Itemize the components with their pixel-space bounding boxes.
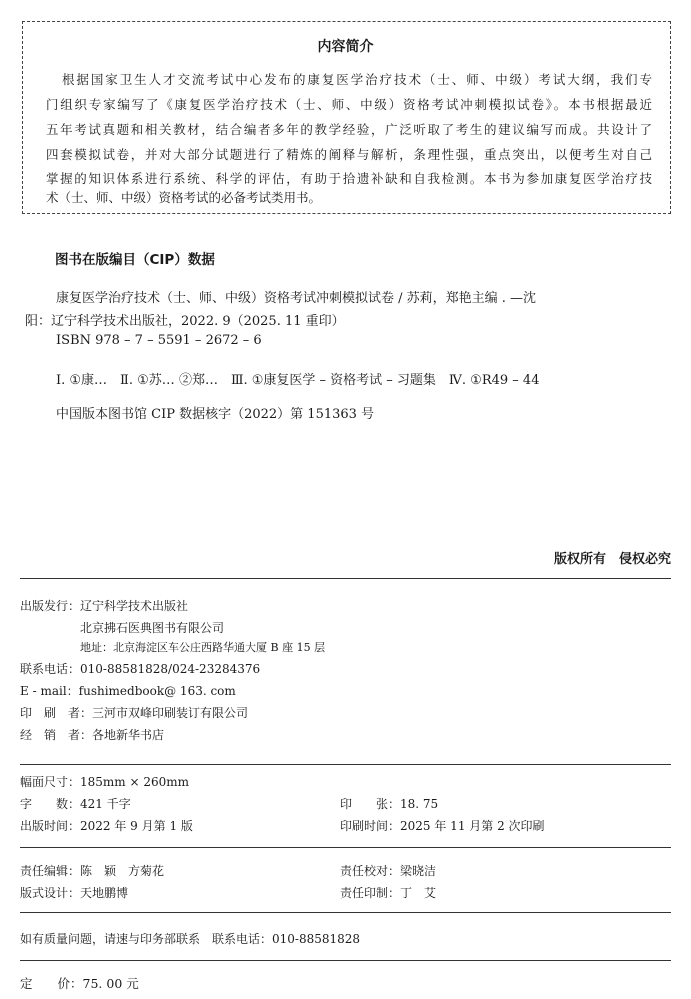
summary-line: 四套模拟试卷，并对大部分试题进行了精炼的阐释与解析，条理性强，重点突出，以便考生对自己 xyxy=(46,147,652,162)
summary-line: 术（士、师、中级）资格考试的必备考试类用书。 xyxy=(46,191,322,205)
cip-isbn: ISBN 978 – 7 – 5591 – 2672 – 6 xyxy=(56,333,262,348)
pub-date-value: 2022 年 9 月第 1 版 xyxy=(80,819,193,833)
editor-value: 陈 颖 方菊花 xyxy=(80,864,165,878)
sheets-value: 18. 75 xyxy=(400,797,439,811)
quality-note: 如有质量问题，请速与印务部联系 联系电话：010-88581828 xyxy=(20,932,361,946)
printer-row xyxy=(20,704,248,721)
co-publisher: 北京拂石医典图书有限公司 xyxy=(80,621,225,635)
summary-line: 门组织专家编写了《康复医学治疗技术（士、师、中级）资格考试冲刺模拟试卷》。本书根据最近 xyxy=(46,97,652,112)
print-resp-row xyxy=(340,884,436,901)
divider xyxy=(20,912,671,913)
rights-notice: 版权所有 侵权必究 xyxy=(553,552,671,567)
design-value: 天地鹏博 xyxy=(80,886,129,900)
printer-label: 印 刷 者： xyxy=(20,706,93,720)
cip-title-line: 康复医学治疗技术（士、师、中级）资格考试冲刺模拟试卷 / 苏莉，郑艳主编 . —沈 xyxy=(56,291,537,306)
summary-title: 内容简介 xyxy=(317,39,374,55)
publisher-row xyxy=(20,597,188,614)
email-label: E - mail： xyxy=(20,684,79,698)
editor-row xyxy=(20,862,164,879)
divider xyxy=(20,847,671,848)
cip-heading: 图书在版编目（CIP）数据 xyxy=(55,252,215,268)
words-value: 421 千字 xyxy=(80,797,131,811)
summary-line: 五年考试真题和相关教材，结合编者多年的教学经验，广泛听取了考生的建议编写而成。共设计了 xyxy=(46,122,652,137)
print-date-row xyxy=(340,817,545,834)
printer-value: 三河市双峰印刷装订有限公司 xyxy=(92,706,249,720)
divider xyxy=(20,578,671,579)
proof-row xyxy=(340,862,436,879)
design-label: 版式设计： xyxy=(20,886,81,900)
price-row xyxy=(20,974,139,992)
phone-label: 联系电话： xyxy=(20,662,81,676)
summary-line: 掌握的知识体系进行系统、科学的评估，有助于拾遗补缺和自我检测。本书为参加康复医学治疗技 xyxy=(46,171,652,186)
price-value: 75. 00 元 xyxy=(82,976,139,991)
price-label: 定 价： xyxy=(20,976,83,991)
print-resp-value: 丁 艾 xyxy=(400,886,437,900)
pub-date-row xyxy=(20,817,193,834)
cip-title-line: 阳：辽宁科学技术出版社，2022. 9（2025. 11 重印） xyxy=(25,314,345,329)
format-row xyxy=(20,773,189,790)
summary-line: 根据国家卫生人才交流考试中心发布的康复医学治疗技术（士、师、中级）考试大纲，我们专 xyxy=(62,72,652,87)
sheets-row xyxy=(340,795,438,812)
publisher-address: 地址：北京海淀区车公庄西路华通大厦 B 座 15 层 xyxy=(80,641,326,654)
words-row xyxy=(20,795,131,812)
pub-date-label: 出版时间： xyxy=(20,819,81,833)
format-label: 幅面尺寸： xyxy=(20,775,81,789)
print-date-value: 2025 年 11 月第 2 次印刷 xyxy=(400,819,545,833)
editor-label: 责任编辑： xyxy=(20,864,81,878)
words-label: 字 数： xyxy=(20,797,81,811)
email-row xyxy=(20,682,236,699)
cip-classification: Ⅰ. ①康… Ⅱ. ①苏… ②郑… Ⅲ. ①康复医学 – 资格考试 – 习题集 Ⅳ. ①R49 – 44 xyxy=(56,373,540,388)
cip-number: 中国版本图书馆 CIP 数据核字（2022）第 151363 号 xyxy=(56,407,375,422)
distributor-row xyxy=(20,726,164,743)
phone-value: 010-88581828/024-23284376 xyxy=(80,662,261,676)
distributor-label: 经 销 者： xyxy=(20,728,93,742)
publisher-value: 辽宁科学技术出版社 xyxy=(80,599,189,613)
proof-label: 责任校对： xyxy=(340,864,401,878)
email-value: fushimedbook@ 163. com xyxy=(78,684,236,698)
divider xyxy=(20,764,671,765)
design-row xyxy=(20,884,128,901)
publisher-label: 出版发行： xyxy=(20,599,81,613)
sheets-label: 印 张： xyxy=(340,797,401,811)
divider xyxy=(20,960,671,961)
proof-value: 梁晓洁 xyxy=(400,864,437,878)
phone-row xyxy=(20,660,260,677)
format-value: 185mm × 260mm xyxy=(80,775,190,789)
print-resp-label: 责任印制： xyxy=(340,886,401,900)
print-date-label: 印刷时间： xyxy=(340,819,401,833)
distributor-value: 各地新华书店 xyxy=(92,728,165,742)
